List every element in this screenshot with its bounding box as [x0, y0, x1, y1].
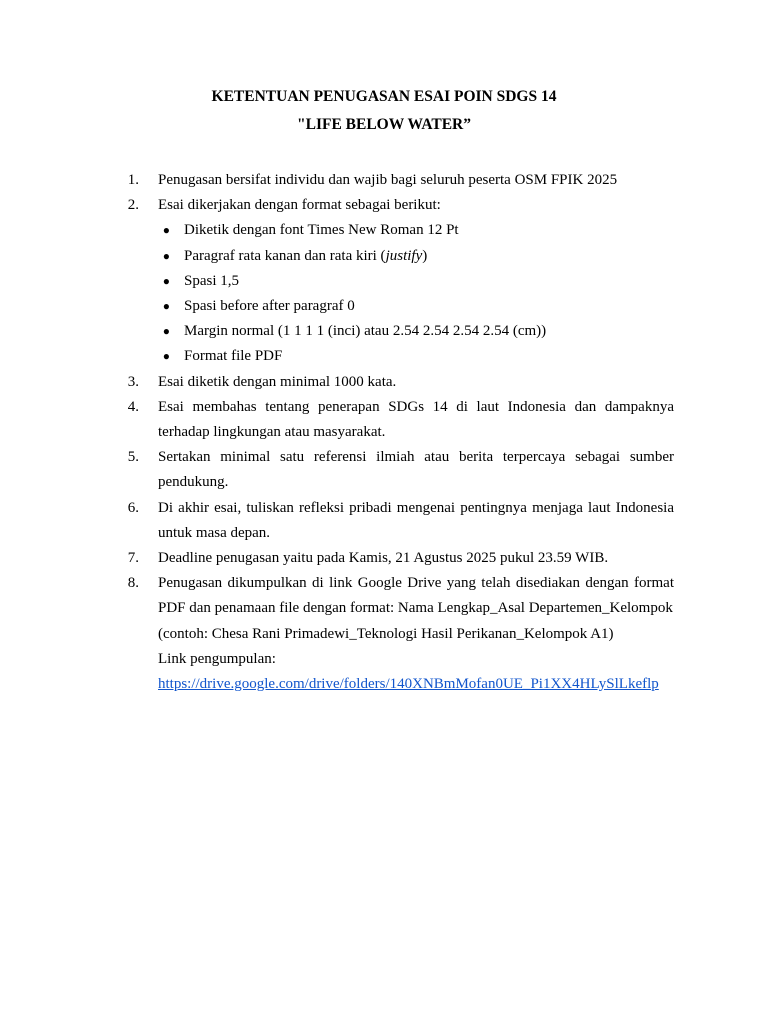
list-item [94, 571, 674, 697]
item-8-example: (contoh: Chesa Rani Primadewi_Teknologi Hasil Perikanan_Kelompok A1) [158, 625, 614, 642]
bullet-text: Spasi 1,5 [184, 272, 240, 289]
item-number: 4. [127, 398, 139, 415]
list-item [94, 496, 674, 546]
list-item [94, 445, 674, 495]
bullet-text: Diketik dengan font Times New Roman 12 Pt [184, 222, 459, 239]
item-number: 2. [127, 197, 139, 214]
bullet-icon: ● [162, 273, 170, 288]
bullet-icon: ● [162, 248, 170, 263]
item-number: 5. [127, 449, 139, 466]
list-item [94, 168, 674, 193]
bullet-text: Format file PDF [184, 348, 283, 365]
bullet-text [184, 244, 427, 269]
format-bullet [94, 319, 674, 344]
item-text: Esai dikerjakan dengan format sebagai berikut: [158, 197, 441, 214]
document-subtitle: "LIFE BELOW WATER” [297, 116, 471, 133]
list-item [94, 546, 674, 571]
item-text: Di akhir esai, tuliskan refleksi pribadi mengenai pentingnya menjaga laut Indonesia untuk masa depan. [158, 499, 674, 541]
item-number: 3. [127, 373, 139, 390]
item-number: 7. [127, 550, 139, 567]
list-item [94, 193, 674, 218]
item-text: Deadline penugasan yaitu pada Kamis, 21 Agustus 2025 pukul 23.59 WIB. [158, 550, 609, 567]
format-bullet [94, 269, 674, 294]
bullet-text-pre: Paragraf rata kanan dan rata kiri ( [184, 247, 386, 264]
link-label: Link pengumpulan: [158, 650, 276, 667]
bullet-icon: ● [162, 324, 170, 339]
bullet-text: Margin normal (1 1 1 1 (inci) atau 2.54 2.54 2.54 2.54 (cm)) [184, 323, 547, 340]
list-item [94, 370, 674, 395]
item-number: 8. [127, 575, 139, 592]
bullet-icon: ● [162, 299, 170, 314]
format-bullet [94, 344, 674, 369]
item-8-main: Penugasan dikumpulkan di link Google Drive yang telah disediakan dengan format PDF dan penamaan file dengan format: Nama Lengkap_Asal Departemen_Kelompok [158, 575, 674, 617]
requirements-list [94, 168, 674, 697]
item-text: Esai diketik dengan minimal 1000 kata. [158, 373, 397, 390]
bullet-icon: ● [162, 349, 170, 364]
item-number: 6. [127, 499, 139, 516]
format-bullet [94, 244, 674, 269]
bullet-icon: ● [162, 223, 170, 238]
bullet-text-italic: justify [385, 247, 423, 264]
item-text: Penugasan bersifat individu dan wajib bagi seluruh peserta OSM FPIK 2025 [158, 172, 618, 188]
item-number: 1. [127, 172, 139, 188]
format-bullet [94, 218, 674, 243]
drive-link[interactable]: https://drive.google.com/drive/folders/140XNBmMofan0UE_Pi1XX4HLySlLkeflp [158, 676, 659, 693]
list-item [94, 395, 674, 445]
bullet-text-post: ) [422, 247, 428, 264]
bullet-text: Spasi before after paragraf 0 [184, 298, 355, 315]
item-text: Esai membahas tentang penerapan SDGs 14 di laut Indonesia dan dampaknya terhadap lingkungan atau masyarakat. [158, 398, 674, 441]
document-title: KETENTUAN PENUGASAN ESAI POIN SDGS 14 [211, 88, 557, 105]
item-text: Sertakan minimal satu referensi ilmiah atau berita terpercaya sebagai sumber pendukung. [158, 449, 674, 491]
item-text [139, 571, 674, 697]
format-bullet [94, 294, 674, 319]
